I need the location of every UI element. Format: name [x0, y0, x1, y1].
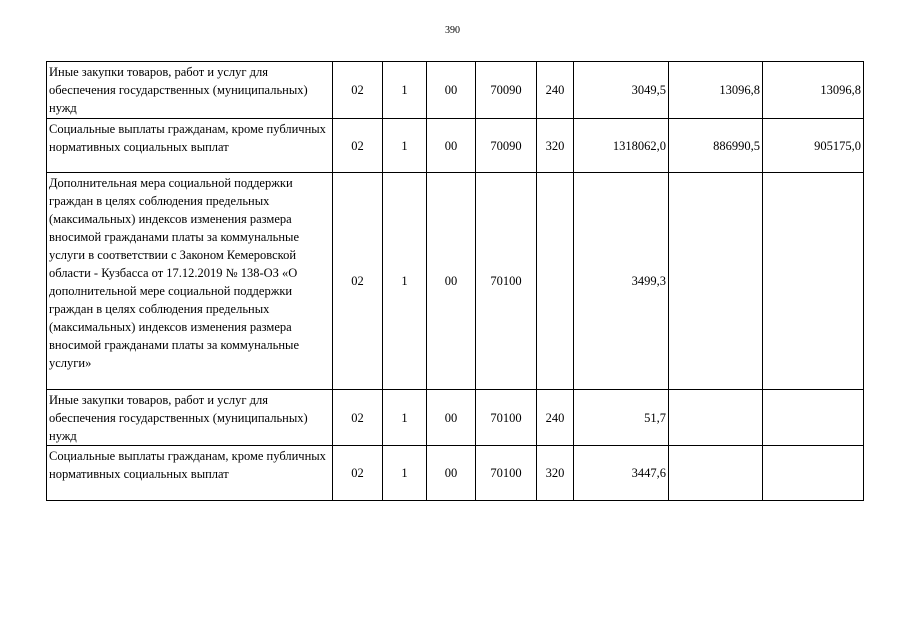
amount-1: 3447,6 — [574, 446, 669, 501]
amount-3 — [763, 390, 864, 446]
amount-1: 3049,5 — [574, 62, 669, 119]
subprogram-code: 00 — [427, 446, 476, 501]
amount-3: 13096,8 — [763, 62, 864, 119]
table-row — [47, 119, 864, 173]
expense-type-code: 240 — [537, 390, 574, 446]
amount-1: 1318062,0 — [574, 119, 669, 173]
amount-2: 13096,8 — [669, 62, 763, 119]
program-code: 1 — [383, 173, 427, 390]
row-name: Дополнительная мера социальной поддержки граждан в целях соблюдения предельных (максимальных) индексов изменения размера вносимой гражданами платы за коммунальные услуги в соответствии с Законом Кемеровской области - Кузбасса от 17.12.2019 № 138-ОЗ «О дополнительной мере социальной поддержки граждан в целях соблюдения предельных (максимальных) индексов изменения размера вносимой гражданами платы за коммунальные услуги» — [47, 173, 333, 390]
amount-3 — [763, 446, 864, 501]
program-code: 1 — [383, 390, 427, 446]
section-code: 02 — [333, 119, 383, 173]
row-name: Социальные выплаты гражданам, кроме публичных нормативных социальных выплат — [47, 119, 333, 173]
row-name: Социальные выплаты гражданам, кроме публичных нормативных социальных выплат — [47, 446, 333, 501]
page-number: 390 — [445, 25, 460, 36]
expense-type-code — [537, 173, 574, 390]
subprogram-code: 00 — [427, 62, 476, 119]
subprogram-code: 00 — [427, 390, 476, 446]
section-code: 02 — [333, 62, 383, 119]
direction-code: 70100 — [476, 390, 537, 446]
table-row — [47, 446, 864, 501]
table-row — [47, 390, 864, 446]
direction-code: 70100 — [476, 173, 537, 390]
amount-2 — [669, 446, 763, 501]
table-row — [47, 62, 864, 119]
section-code: 02 — [333, 446, 383, 501]
direction-code: 70090 — [476, 119, 537, 173]
direction-code: 70090 — [476, 62, 537, 119]
subprogram-code: 00 — [427, 173, 476, 390]
program-code: 1 — [383, 62, 427, 119]
program-code: 1 — [383, 119, 427, 173]
row-name: Иные закупки товаров, работ и услуг для обеспечения государственных (муниципальных) нужд — [47, 62, 333, 119]
section-code: 02 — [333, 173, 383, 390]
expense-type-code: 320 — [537, 119, 574, 173]
amount-2 — [669, 173, 763, 390]
budget-table — [46, 61, 864, 501]
expense-type-code: 320 — [537, 446, 574, 501]
amount-3 — [763, 173, 864, 390]
amount-2 — [669, 390, 763, 446]
section-code: 02 — [333, 390, 383, 446]
subprogram-code: 00 — [427, 119, 476, 173]
amount-1: 51,7 — [574, 390, 669, 446]
expense-type-code: 240 — [537, 62, 574, 119]
amount-1: 3499,3 — [574, 173, 669, 390]
program-code: 1 — [383, 446, 427, 501]
direction-code: 70100 — [476, 446, 537, 501]
amount-3: 905175,0 — [763, 119, 864, 173]
table-row — [47, 173, 864, 390]
row-name: Иные закупки товаров, работ и услуг для обеспечения государственных (муниципальных) нужд — [47, 390, 333, 446]
amount-2: 886990,5 — [669, 119, 763, 173]
